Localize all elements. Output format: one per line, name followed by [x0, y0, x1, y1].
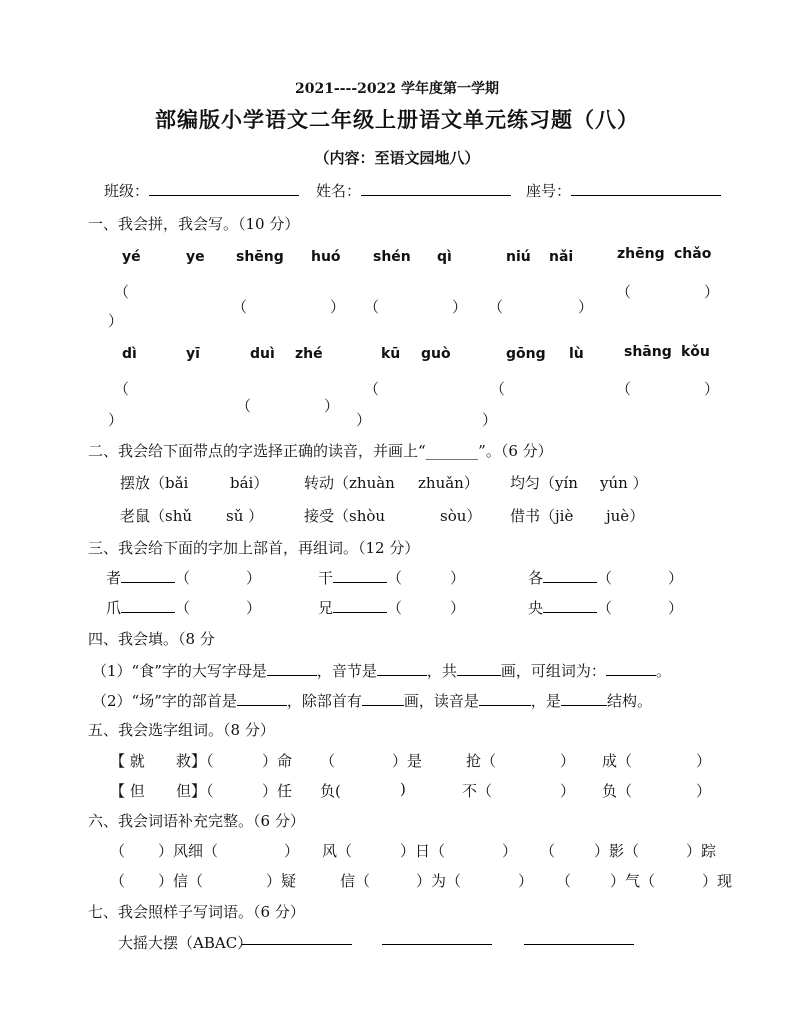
answer-paren-open: （: [364, 380, 380, 398]
reading-option: 接受（shòu: [304, 507, 386, 525]
radical-item: 爪 （ ）: [106, 599, 262, 617]
fill-question-1: [92, 660, 671, 681]
q2-blank-strokes[interactable]: [362, 692, 404, 706]
pinyin: kū: [381, 346, 401, 362]
reading-option: yún ）: [600, 474, 648, 492]
idiom-text: ）: [502, 842, 518, 860]
answer-paren-close: ）: [356, 411, 372, 429]
page-title: 部编版小学语文二年级上册语文单元练习题（八）: [155, 107, 639, 132]
idiom-text: ）日（: [400, 842, 446, 860]
reading-option: bái）: [230, 474, 269, 492]
answer-paren-open: （: [490, 380, 506, 398]
school-year: 2021----2022 学年度第一学期: [294, 81, 500, 97]
answer-paren-close: ）: [482, 411, 498, 429]
answer-line[interactable]: [524, 944, 634, 945]
pinyin: niú: [506, 249, 531, 265]
idiom-text: （: [110, 842, 126, 860]
idiom-text: 风（: [322, 842, 353, 860]
seat-label: 座号：: [526, 182, 572, 200]
q2-blank-pinyin[interactable]: [479, 692, 531, 706]
choice-text: ）: [696, 752, 712, 770]
class-label: 班级：: [104, 182, 150, 200]
radical-char: 干: [318, 569, 334, 587]
answer-paren-close: ）: [108, 411, 124, 429]
radical-char: 各: [528, 569, 544, 587]
section-4-heading: 四、我会填。（8 分: [88, 630, 215, 648]
choice-text: 但】（: [176, 782, 214, 800]
class-field: [104, 180, 299, 201]
example-word: 大摇大摆（ABAC）: [118, 934, 253, 952]
q1-text: ，音节是: [316, 662, 377, 680]
pinyin: chǎo: [674, 246, 712, 262]
radical-char: 央: [528, 599, 544, 617]
section-2-heading: 二、我会给下面带点的字选择正确的读音，并画上“_______”。（6 分）: [88, 442, 553, 460]
reading-option: 借书（jiè: [510, 507, 574, 525]
radical-item: 兄 （ ）: [318, 599, 466, 617]
answer-paren-close: ）: [704, 283, 720, 301]
choice-text: ）命: [262, 752, 293, 770]
idiom-text: ）风细（: [158, 842, 219, 860]
seat-blank[interactable]: [571, 181, 721, 196]
section-6-heading: 六、我会词语补充完整。（6 分）: [88, 812, 305, 830]
pinyin: zhé: [295, 346, 323, 362]
choice-text: 不（: [462, 782, 493, 800]
fill-question-2: [92, 690, 652, 711]
answer-paren-open: （: [364, 298, 380, 316]
section-1-heading: 一、我会拼，我会写。（10 分）: [88, 215, 300, 233]
radical-item: 干 （ ）: [318, 569, 466, 587]
answer-paren-open: （: [114, 283, 130, 301]
answer-paren-open: （: [488, 298, 504, 316]
reading-option: 均匀（yín: [510, 474, 578, 492]
q2-text: 画，读音是: [403, 692, 479, 710]
choice-text: ）: [560, 752, 576, 770]
pinyin: shēng: [236, 249, 284, 265]
radical-blank[interactable]: [333, 569, 387, 583]
answer-paren-close: ）: [324, 397, 340, 415]
reading-option: sǔ ）: [226, 507, 264, 525]
pinyin: nǎi: [549, 249, 574, 265]
choice-text: （: [320, 752, 336, 770]
answer-paren-close: ）: [578, 298, 594, 316]
q2-text: ，除部首有: [286, 692, 362, 710]
answer-line[interactable]: [242, 944, 352, 945]
pinyin: gōng: [506, 346, 546, 362]
choice-text: ）任: [262, 782, 293, 800]
choice-text: 负（: [602, 782, 633, 800]
section-5-heading: 五、我会选字组词。（8 分）: [88, 721, 275, 739]
answer-paren-open: （: [616, 380, 632, 398]
answer-paren-close: ）: [108, 312, 124, 330]
q2-text: 结构。: [606, 692, 652, 710]
pinyin: zhēng: [617, 246, 665, 262]
content-scope: （内容：至语文园地八）: [314, 149, 480, 167]
class-blank[interactable]: [149, 181, 299, 196]
pinyin: lù: [569, 346, 584, 362]
idiom-text: ）信（: [158, 872, 204, 890]
idiom-text: （: [540, 842, 556, 860]
choice-text: ): [400, 780, 406, 798]
choice-text: 救】（: [176, 752, 214, 770]
name-field: [316, 180, 511, 201]
idiom-text: ）: [518, 872, 534, 890]
idiom-text: ）现: [702, 872, 733, 890]
idiom-text: ）影（: [594, 842, 640, 860]
q1-blank-word[interactable]: [606, 662, 656, 676]
q1-text: （1）“食”字的大写字母是: [92, 662, 267, 680]
pinyin: yī: [186, 346, 200, 362]
reading-option: juè）: [606, 507, 645, 525]
q2-blank-radical[interactable]: [237, 692, 287, 706]
choice-text: 抢（: [466, 752, 497, 770]
pinyin: ye: [186, 249, 205, 265]
name-label: 姓名：: [316, 182, 362, 200]
reading-option: sòu）: [440, 507, 482, 525]
idiom-text: 信（: [340, 872, 371, 890]
answer-paren-close: ）: [704, 380, 720, 398]
section-7-heading: 七、我会照样子写词语。（6 分）: [88, 903, 305, 921]
idiom-text: （: [556, 872, 572, 890]
radical-char: 爪: [106, 599, 122, 617]
choice-text: ）: [696, 782, 712, 800]
choice-text: 负(: [320, 782, 341, 800]
reading-option: zhuǎn）: [418, 474, 479, 492]
pinyin: dì: [122, 346, 137, 362]
radical-blank[interactable]: [121, 569, 175, 583]
name-blank[interactable]: [361, 181, 511, 196]
answer-line[interactable]: [382, 944, 492, 945]
answer-paren-open: （: [236, 397, 252, 415]
radical-blank[interactable]: [543, 599, 597, 613]
idiom-text: ）为（: [416, 872, 462, 890]
pinyin: kǒu: [681, 344, 710, 360]
pinyin: shāng: [624, 344, 672, 360]
pinyin: huó: [311, 249, 341, 265]
answer-paren-open: （: [232, 298, 248, 316]
radical-blank[interactable]: [543, 569, 597, 583]
idiom-text: （: [110, 872, 126, 890]
choice-text: 【 但: [110, 782, 145, 800]
section-3-heading: 三、我会给下面的字加上部首，再组词。（12 分）: [88, 539, 420, 557]
q1-text: 。: [655, 662, 671, 680]
pinyin: yé: [122, 249, 141, 265]
q1-blank-letter[interactable]: [267, 662, 317, 676]
radical-char: 者: [106, 569, 122, 587]
choice-text: ）是: [392, 752, 423, 770]
pinyin: guò: [421, 346, 451, 362]
idiom-text: ）: [284, 842, 300, 860]
pinyin: duì: [250, 346, 275, 362]
idiom-text: ）踪: [686, 842, 717, 860]
pinyin: shén: [373, 249, 411, 265]
radical-blank[interactable]: [121, 599, 175, 613]
q2-text: ，是: [530, 692, 561, 710]
q1-text: 画，可组词为：: [500, 662, 606, 680]
choice-text: 成（: [602, 752, 633, 770]
q1-blank-pinyin[interactable]: [377, 662, 427, 676]
idiom-text: ）气（: [610, 872, 656, 890]
reading-option: 转动（zhuàn: [304, 474, 395, 492]
radical-item: 各 （ ）: [528, 569, 684, 587]
radical-blank[interactable]: [333, 599, 387, 613]
answer-paren-open: （: [616, 283, 632, 301]
pinyin: qì: [437, 249, 452, 265]
radical-char: 兄: [318, 599, 334, 617]
reading-option: 摆放（bǎi: [120, 474, 189, 492]
choice-text: ）: [560, 782, 576, 800]
choice-text: 【 就: [110, 752, 145, 770]
answer-paren-close: ）: [330, 298, 346, 316]
seat-field: [526, 180, 721, 201]
radical-item: 央 （ ）: [528, 599, 684, 617]
radical-item: 者 （ ）: [106, 569, 262, 587]
q2-blank-structure[interactable]: [561, 692, 607, 706]
q1-blank-strokes[interactable]: [457, 662, 501, 676]
q2-text: （2）“场”字的部首是: [92, 692, 237, 710]
answer-paren-close: ）: [452, 298, 468, 316]
answer-paren-open: （: [114, 380, 130, 398]
idiom-text: ）疑: [266, 872, 297, 890]
q1-text: ，共: [426, 662, 457, 680]
reading-option: 老鼠（shǔ: [120, 507, 193, 525]
